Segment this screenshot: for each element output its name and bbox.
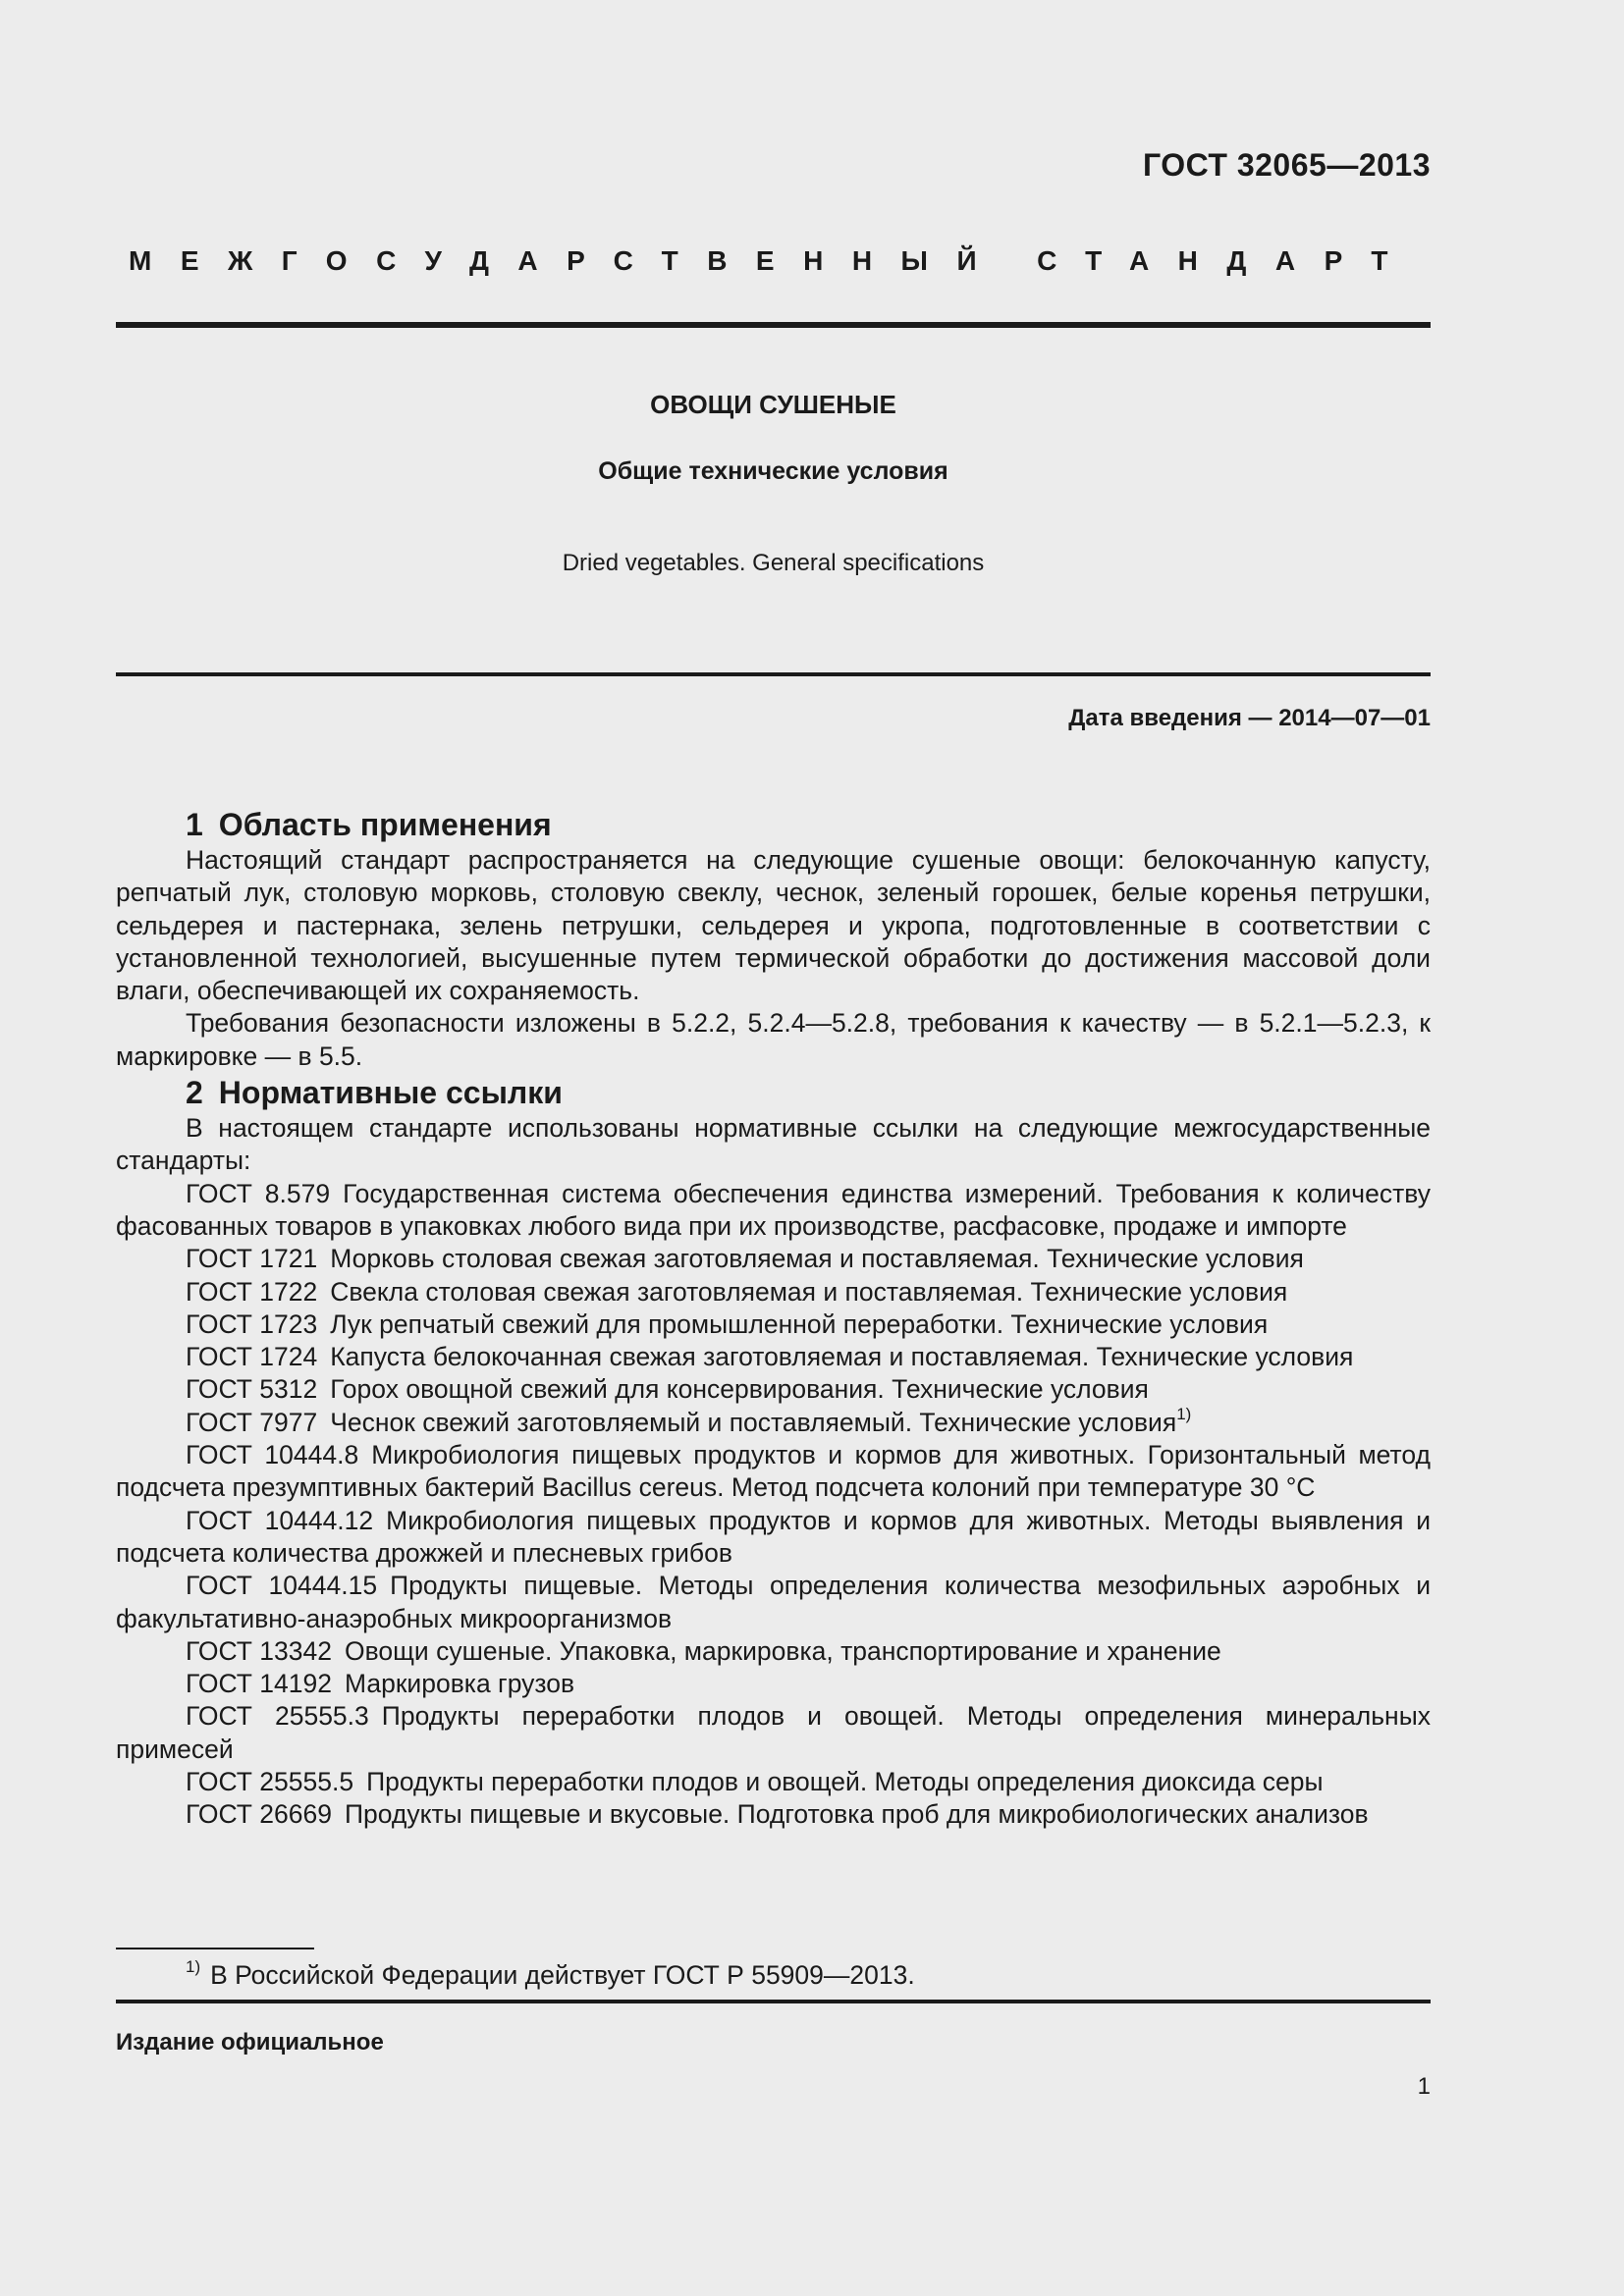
reference-code: ГОСТ 1724 [186, 1342, 318, 1372]
reference-item [116, 1505, 1431, 1571]
reference-code: ГОСТ 10444.15 [186, 1571, 378, 1601]
title-rule [116, 672, 1431, 676]
reference-code: ГОСТ 26669 [186, 1799, 332, 1830]
reference-item [116, 1668, 1431, 1700]
footnote-separator [116, 1948, 314, 1949]
reference-item [116, 1404, 1431, 1439]
reference-code: ГОСТ 5312 [186, 1374, 318, 1405]
reference-code: ГОСТ 1722 [186, 1276, 318, 1307]
footnote-marker[interactable]: 1) [1176, 1404, 1192, 1423]
reference-code: ГОСТ 14192 [186, 1669, 332, 1699]
footer-rule [116, 2000, 1431, 2003]
reference-item [116, 1798, 1431, 1831]
reference-item [116, 1439, 1431, 1505]
reference-text: Маркировка грузов [344, 1669, 575, 1699]
reference-code: ГОСТ 10444.8 [186, 1440, 359, 1470]
section-number: 2 [186, 1075, 203, 1111]
top-rule [116, 322, 1431, 328]
standard-type [116, 245, 1430, 277]
reference-item [116, 1635, 1431, 1668]
reference-text: Продукты пищевые и вкусовые. Подготовка проб для микробиологических анализов [344, 1799, 1369, 1830]
reference-text: Овощи сушеные. Упаковка, маркировка, транспортирование и хранение [344, 1635, 1221, 1666]
reference-text: Микробиология пищевых продуктов и кормов для животных. Методы выявления и подсчета количества дрожжей и плесневых грибов [116, 1505, 1431, 1568]
reference-text: Лук репчатый свежий для промышленной переработки. Технические условия [330, 1308, 1269, 1339]
reference-item [116, 1243, 1431, 1275]
document-title: ОВОЩИ СУШЕНЫЕ [650, 390, 896, 419]
reference-code: ГОСТ 8.579 [186, 1178, 331, 1208]
section-title: Область применения [218, 807, 552, 842]
reference-item [116, 1276, 1431, 1308]
standard-type-word2: СТАНДАРТ [1037, 245, 1417, 276]
reference-item [116, 1308, 1431, 1341]
reference-code: ГОСТ 1721 [186, 1244, 318, 1274]
document-title-english: Dried vegetables. General specifications [562, 550, 985, 576]
paragraph: Настоящий стандарт распространяется на следующие сушеные овощи: белокочанную капусту, репчатый лук, столовую морковь, столовую свеклу, чеснок, зеленый горошек, белые коренья петрушки, сельдерея и пастернака, зелень петрушки, сельдерея и укропа, подготовленные в соответствии с установленной технологией, высушенные путем термической обработки до достижения массовой доли влаги, обеспечивающей их сохраняемость. [116, 845, 1431, 1006]
reference-item [116, 1341, 1431, 1373]
introduction-date: Дата введения — 2014—07—01 [1068, 705, 1431, 731]
standard-type-word1: МЕЖГОСУДАРСТВЕННЫЙ [129, 245, 1006, 276]
section-heading [116, 805, 1431, 844]
paragraph: Требования безопасности изложены в 5.2.2, 5.2.4—5.2.8, требования к качеству — в 5.2.1—5.2.3, к маркировке — в 5.5. [116, 1008, 1431, 1071]
reference-code: ГОСТ 13342 [186, 1635, 332, 1666]
reference-text: Продукты пищевые. Методы определения количества мезофильных аэробных и факультативно-анаэробных микроорганизмов [116, 1571, 1431, 1633]
document-body [116, 805, 1431, 1832]
footnote-text: В Российской Федерации действует ГОСТ Р 55909—2013. [210, 1960, 915, 1990]
reference-item [116, 1766, 1431, 1798]
reference-code: ГОСТ 10444.12 [186, 1505, 374, 1535]
reference-code: ГОСТ 1723 [186, 1308, 318, 1339]
page-number: 1 [1417, 2073, 1431, 2100]
reference-text: Продукты переработки плодов и овощей. Методы определения минеральных примесей [116, 1701, 1431, 1764]
reference-text: Государственная система обеспечения единства измерений. Требования к количеству фасованных товаров в упаковках любого вида при их производстве, расфасовке, продаже и импорте [116, 1178, 1431, 1241]
paragraph: В настоящем стандарте использованы нормативные ссылки на следующие межгосударственные стандарты: [116, 1113, 1431, 1176]
section-number: 1 [186, 807, 203, 842]
footnote-mark: 1) [186, 1957, 201, 1976]
section-heading [116, 1073, 1431, 1112]
reference-text: Продукты переработки плодов и овощей. Методы определения диоксида серы [366, 1767, 1324, 1797]
reference-code: ГОСТ 25555.5 [186, 1767, 354, 1797]
reference-text: Микробиология пищевых продуктов и кормов для животных. Горизонтальный метод подсчета презумптивных бактерий Bacillus cereus. Метод подсчета колоний при температуре 30 °С [116, 1440, 1431, 1503]
reference-item [116, 1570, 1431, 1635]
reference-item [116, 1373, 1431, 1406]
reference-text: Горох овощной свежий для консервирования. Технические условия [330, 1374, 1149, 1405]
reference-code: ГОСТ 7977 [186, 1407, 318, 1437]
reference-code: ГОСТ 25555.3 [186, 1701, 369, 1732]
document-number: ГОСТ 32065—2013 [1142, 147, 1431, 183]
reference-item [116, 1178, 1431, 1244]
document-subtitle: Общие технические условия [598, 457, 948, 485]
edition-label: Издание официальное [116, 2029, 384, 2056]
reference-text: Свекла столовая свежая заготовляемая и поставляемая. Технические условия [330, 1276, 1288, 1307]
reference-item [116, 1700, 1431, 1766]
reference-text: Капуста белокочанная свежая заготовляемая и поставляемая. Технические условия [330, 1342, 1354, 1372]
reference-text: Морковь столовая свежая заготовляемая и поставляемая. Технические условия [330, 1244, 1304, 1274]
section-title: Нормативные ссылки [218, 1075, 563, 1111]
footnote [186, 1957, 915, 1991]
reference-text: Чеснок свежий заготовляемый и поставляемый. Технические условия [330, 1407, 1177, 1437]
